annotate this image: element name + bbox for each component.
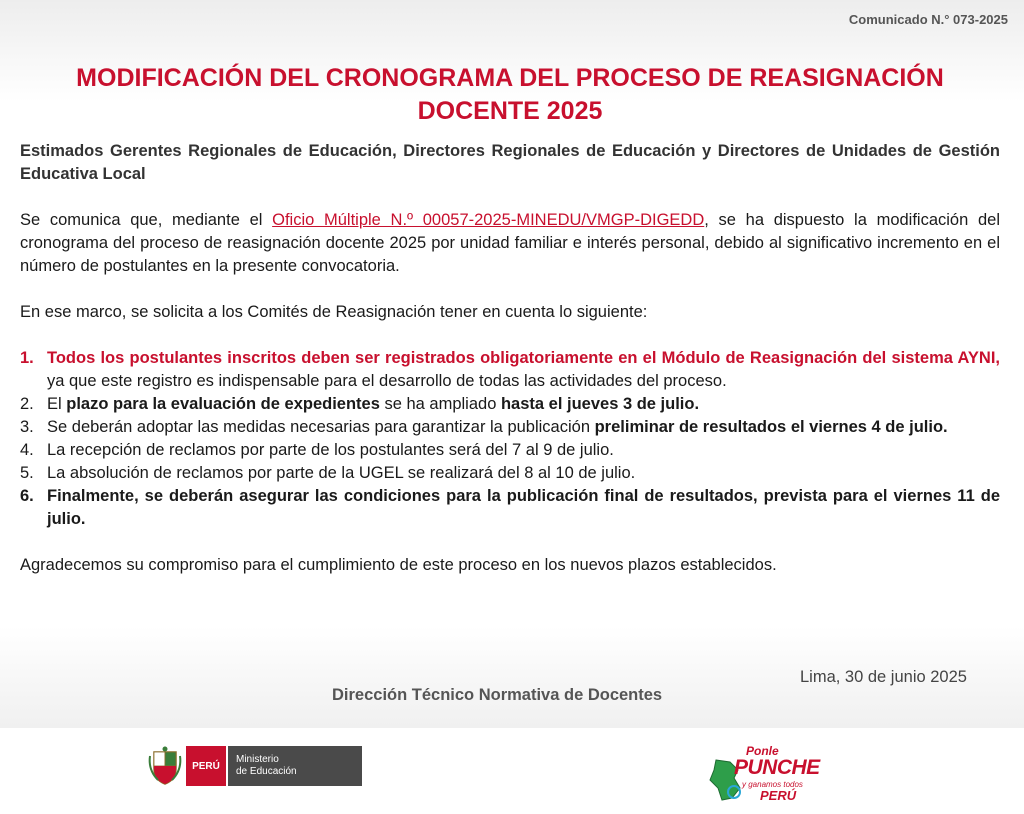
list-number: 6. [20, 487, 34, 505]
intro-paragraph [20, 209, 1000, 278]
list-item-6 [20, 485, 1000, 531]
ministry-line-2: de Educación [236, 766, 297, 777]
item-2-bold-2: hasta el jueves 3 de julio. [500, 395, 700, 413]
peru-label: PERÚ [186, 746, 226, 786]
item-5-text: La absolución de reclamos por parte de la UGEL se realizará del 8 al 10 de julio. [47, 464, 636, 482]
list-item-2 [20, 393, 1000, 416]
coat-of-arms-icon [148, 746, 182, 786]
list-number: 2. [20, 395, 34, 413]
place-date: Lima, 30 de junio 2025 [800, 668, 967, 686]
ministry-line-1: Ministerio [236, 754, 279, 765]
ponle-punche-logo [708, 744, 820, 806]
communique-body [20, 140, 1000, 577]
list-item-4 [20, 439, 1000, 462]
list-item-3 [20, 416, 1000, 439]
item-1-bold: Todos los postulantes inscritos deben ser registrados obligatoriamente en el Módulo de Reasignación del sistema AYNI, [47, 349, 1000, 367]
title-line-1: MODIFICACIÓN DEL CRONOGRAMA DEL PROCESO DE REASIGNACIÓN [76, 64, 944, 92]
context-paragraph: En ese marco, se solicita a los Comités de Reasignación tener en cuenta lo siguiente: [20, 303, 648, 321]
list-item-5 [20, 462, 1000, 485]
oficio-link[interactable]: Oficio Múltiple N.º 00057-2025-MINEDU/VMGP-DIGEDD [272, 211, 705, 229]
item-3-text: Se deberán adoptar las medidas necesarias para garantizar la publicación [47, 418, 595, 436]
page-title [40, 62, 980, 128]
item-2-bold-1: plazo para la evaluación de expedientes [66, 395, 380, 413]
ministry-logo [148, 745, 362, 787]
signature: Dirección Técnico Normativa de Docentes [332, 686, 663, 704]
list-number: 4. [20, 441, 34, 459]
closing-paragraph: Agradecemos su compromiso para el cumplimiento de este proceso en los nuevos plazos establecidos. [20, 556, 777, 574]
item-4-text: La recepción de reclamos por parte de los postulantes será del 7 al 9 de julio. [47, 441, 614, 459]
list-item-1 [20, 347, 1000, 393]
instructions-list [20, 347, 1000, 531]
ministry-name [226, 746, 362, 786]
item-2-text-1: El [47, 395, 67, 413]
comunicado-number: Comunicado N.° 073-2025 [848, 12, 1008, 27]
item-2-text-2: se ha ampliado [379, 395, 501, 413]
item-6-bold: Finalmente, se deberán asegurar las condiciones para la publicación final de resultados, prevista para el viernes 11 de julio. [47, 487, 1000, 528]
punche-tagline: y ganamos todos [742, 780, 803, 789]
ponle-text: Ponle [746, 744, 779, 758]
salutation: Estimados Gerentes Regionales de Educación, Directores Regionales de Educación y Directores de Unidades de Gestión Educativa Local [20, 142, 1000, 183]
title-line-2: DOCENTE 2025 [417, 97, 603, 125]
list-number: 5. [20, 464, 34, 482]
intro-text-before: Se comunica que, mediante el [20, 211, 273, 229]
intro-text-after: , se ha dispuesto la modificación del cronograma del proceso de reasignación docente 2025 por unidad familiar e interés personal, debido al significativo incremento en el número de postulantes en la presente convocatoria. [20, 211, 1001, 275]
list-number: 3. [20, 418, 34, 436]
punche-text: PUNCHE [734, 756, 820, 779]
item-3-bold: preliminar de resultados el viernes 4 de julio. [594, 418, 948, 436]
item-1-text: ya que este registro es indispensable para el desarrollo de todas las actividades del proceso. [47, 372, 727, 390]
list-number: 1. [20, 349, 34, 367]
punche-peru-text: PERÚ [760, 788, 797, 803]
